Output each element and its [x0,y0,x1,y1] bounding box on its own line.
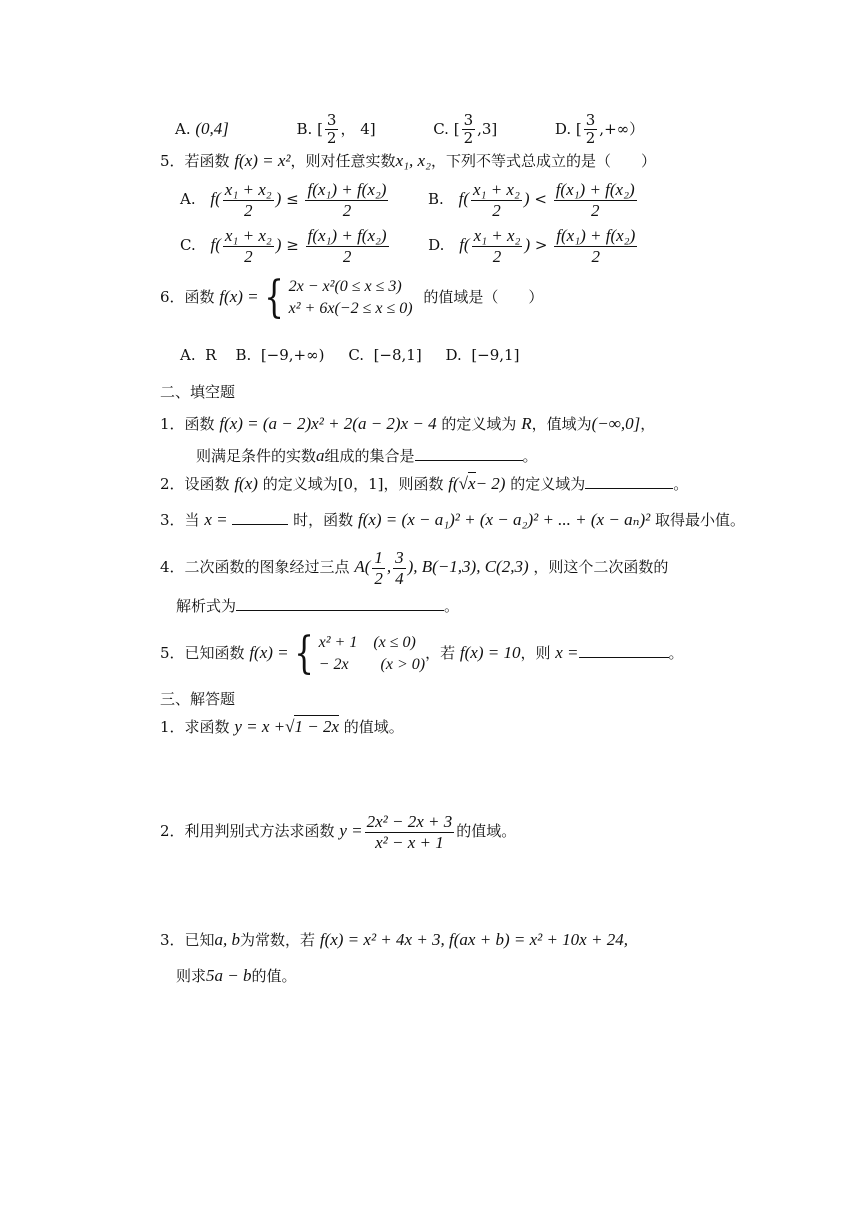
s2-q3-text: 3．当 [160,511,200,529]
s3-q3-line2-text: 则求 [176,967,207,985]
q5-b-frac-left: $\frac{\text{x₁ + x₂}}{2}$ [473,180,520,220]
s2-q5-fx: f(x) = [249,643,289,662]
s2-q5-text: 5．已知函数 [160,644,245,662]
q5-vars: x₁, x₂ [395,151,431,170]
option-c-fraction: $\frac{3}{2}$ [463,111,474,148]
q4-options [175,112,644,148]
q5-b-f: f( [458,189,469,209]
option-b-label: B. [296,119,313,138]
s3-q3-line2-expr: 5a − b [206,966,252,985]
q5-b-close: ) [523,189,530,209]
q5-options-cd [180,226,639,266]
s2-q2-text-3: 的定义域为 [510,475,586,493]
option-d-bracket: [ [575,119,582,138]
q5-d-op: > [534,236,548,255]
q5-option-d-label: D. [428,236,445,255]
q6-stem [160,272,544,323]
option-d-label: D. [554,119,572,138]
s2-q1-line2 [196,446,538,466]
s3-q3-text-2: 为常数，若 [240,931,316,949]
s3-q3-expr: f(x) = x² + 4x + 3, f(ax + b) = x² + 10x + 24, [319,930,628,949]
s2-q4-line2 [176,597,459,615]
q6-cases [289,276,413,319]
option-a-label: A. [175,119,191,138]
s2-q3-x: x = [204,510,228,529]
q5-c-frac-left: $\frac{\text{x₁ + x₂}}{2}$ [224,226,272,266]
s2-q5-text-3: ，则 [520,644,551,662]
option-c-bracket: [ [453,119,460,138]
q5-c-frac-right: $\frac{\text{f(x₁) + f(x₂)}}{2}$ [307,226,387,266]
s2-q3-text-3: 取得最小值。 [655,511,746,529]
s2-q5-answer-blank[interactable] [579,656,669,658]
s2-q1-text: 1．函数 [160,415,215,433]
s2-q3-answer-blank[interactable] [232,523,288,525]
q5-stem-text-3: ，下列不等式总成立的是（ ） [430,152,656,170]
q5-c-f: f( [210,235,221,255]
option-d-rest: ,+∞） [599,119,645,138]
s2-q4-text-2: ，则这个二次函数的 [533,558,669,577]
q5-stem-text: 5．若函数 [160,152,230,170]
s3-q2-text: 2．利用判别式方法求函数 [160,822,335,841]
q5-options-ab [180,180,639,220]
q5-option-a-label: A. [180,190,196,209]
q5-b-op: < [534,190,547,209]
s3-q2-frac: $\frac{\text{2x² − 2x + 3}}{\text{x² − x + 1}}$ [366,812,453,852]
q5-option-b-label: B. [428,190,444,209]
section-3-heading: 三、解答题 [160,690,236,708]
q5-a-close: ) [275,189,282,209]
s3-q1-y: y = x + [234,717,286,736]
option-b-bracket: [ [317,119,323,138]
s2-q5-cases [319,632,425,675]
option-c-rest: ,3] [477,119,498,138]
s2-q4-end: 。 [444,597,460,615]
q5-a-f: f( [210,189,221,209]
s2-q4-frac-2: $\frac{3}{4}$ [395,548,404,588]
s2-q2-text-2: 的定义域为[0，1]，则函数 [262,475,444,493]
q5-a-frac-left: $\frac{\text{x₁ + x₂}}{2}$ [224,180,272,220]
s2-q1-line1 [160,414,655,434]
s3-q2 [160,812,516,852]
q5-option-c-label: C. [180,236,196,255]
s2-q5-case-2: − 2x (x > 0) [318,656,426,673]
s2-q1-text-4: ， [640,415,656,433]
s2-q5-brace: { [293,628,314,679]
s3-q1-text: 1．求函数 [160,718,230,736]
option-c-label: C. [433,119,449,138]
s2-q5-x: x = [555,643,579,662]
option-b-rest: ， 4] [340,119,376,138]
s2-q4-comma: , [386,557,392,577]
q6-options [180,346,519,364]
s2-q2-rest: − 2) [475,474,506,493]
q5-function: f(x) = x² [234,151,291,170]
option-a-value: (0,4] [195,118,229,138]
s3-q3-line1 [160,930,628,950]
s2-q1-var-a: a [316,446,325,465]
s2-q1-line2-text-2: 组成的集合是 [324,447,415,465]
q6-function: f(x) = [219,287,259,306]
s3-q1-sqrt: √1 − 2x [285,717,339,736]
q6-stem-text: 6．函数 [160,288,215,306]
q5-d-f: f( [459,235,470,255]
option-b-fraction: $\frac{3}{2}$ [326,111,337,148]
s2-q3-text-2: 时，函数 [293,511,354,529]
s3-q1 [160,717,404,737]
q5-stem-text-2: ，则对任意实数 [290,152,396,170]
s2-q1-expr: f(x) = (a − 2)x² + 2(a − 2)x − 4 [219,414,437,433]
s2-q5-cond: f(x) = 10 [459,643,521,662]
s2-q1-range: (−∞,0] [591,414,641,433]
s3-q3-ab: a, b [214,930,241,949]
q5-d-frac-right: $\frac{\text{f(x₁) + f(x₂)}}{2}$ [556,226,636,266]
s2-q1-line2-text: 则满足条件的实数 [196,447,317,465]
s2-q4-A: A( [354,557,371,577]
s3-q2-text-2: 的值域。 [456,822,517,841]
s2-q5 [160,628,684,679]
s2-q2-f: f( [448,474,459,493]
s2-q4-points: ), B(−1,3), C(2,3) [407,557,529,577]
q6-case-1: 2x − x²(0 ≤ x ≤ 3) [288,278,402,296]
s2-q5-text-2: ，若 [425,644,456,662]
s2-q4-answer-blank[interactable] [236,609,444,611]
q6-brace: { [263,272,284,323]
s2-q2-sqrt: √x [458,474,476,493]
q6-options-text: A. R B. [−9,+∞) C. [−8,1] D. [−9,1] [180,346,520,364]
q6-case-2: x² + 6x(−2 ≤ x ≤ 0) [288,300,413,317]
q5-a-frac-right: $\frac{\text{f(x₁) + f(x₂)}}{2}$ [307,180,387,220]
option-d-fraction: $\frac{3}{2}$ [585,111,596,148]
s2-q2-text: 2．设函数 [160,475,230,493]
q5-a-op: ≤ [286,190,299,209]
s2-q1-R: R [521,414,532,433]
s2-q1-answer-blank[interactable] [415,459,523,461]
q5-b-frac-right: $\frac{\text{f(x₁) + f(x₂)}}{2}$ [555,180,635,220]
s2-q2 [160,474,688,494]
q5-d-close: ) [524,235,531,255]
s2-q1-text-3: ，值域为 [531,415,592,433]
q5-c-op: ≥ [286,236,299,255]
s2-q4-text: 4．二次函数的图象经过三点 [160,558,350,577]
q6-stem-text-2: 的值域是（ ） [423,288,544,306]
s2-q3-expr: f(x) = (x − a₁)² + (x − a₂)² + ... + (x − aₙ)² [357,510,651,529]
s3-q3-text: 3．已知 [160,931,215,949]
s2-q4-line2-text: 解析式为 [176,597,237,615]
q5-c-close: ) [275,235,282,255]
s3-q2-y: y = [339,821,363,841]
section-2-heading: 二、填空题 [160,383,236,401]
s3-q3-line2-text-2: 的值。 [251,967,297,985]
s3-q1-text-2: 的值域。 [343,718,404,736]
s2-q4-line1 [160,548,668,588]
s3-q3-line2 [176,966,297,986]
q5-stem [160,151,656,171]
s2-q3 [160,510,745,530]
s2-q5-end: 。 [668,644,684,662]
s2-q2-end: 。 [673,475,689,493]
s2-q5-case-1: x² + 1 (x ≤ 0) [318,634,416,652]
s2-q1-end: 。 [522,447,538,465]
q5-d-frac-left: $\frac{\text{x₁ + x₂}}{2}$ [473,226,521,266]
s2-q1-text-2: 的定义域为 [441,415,517,433]
s2-q2-fx: f(x) [234,474,258,493]
s2-q2-answer-blank[interactable] [585,487,673,489]
s2-q4-frac-1: $\frac{1}{2}$ [374,548,383,588]
